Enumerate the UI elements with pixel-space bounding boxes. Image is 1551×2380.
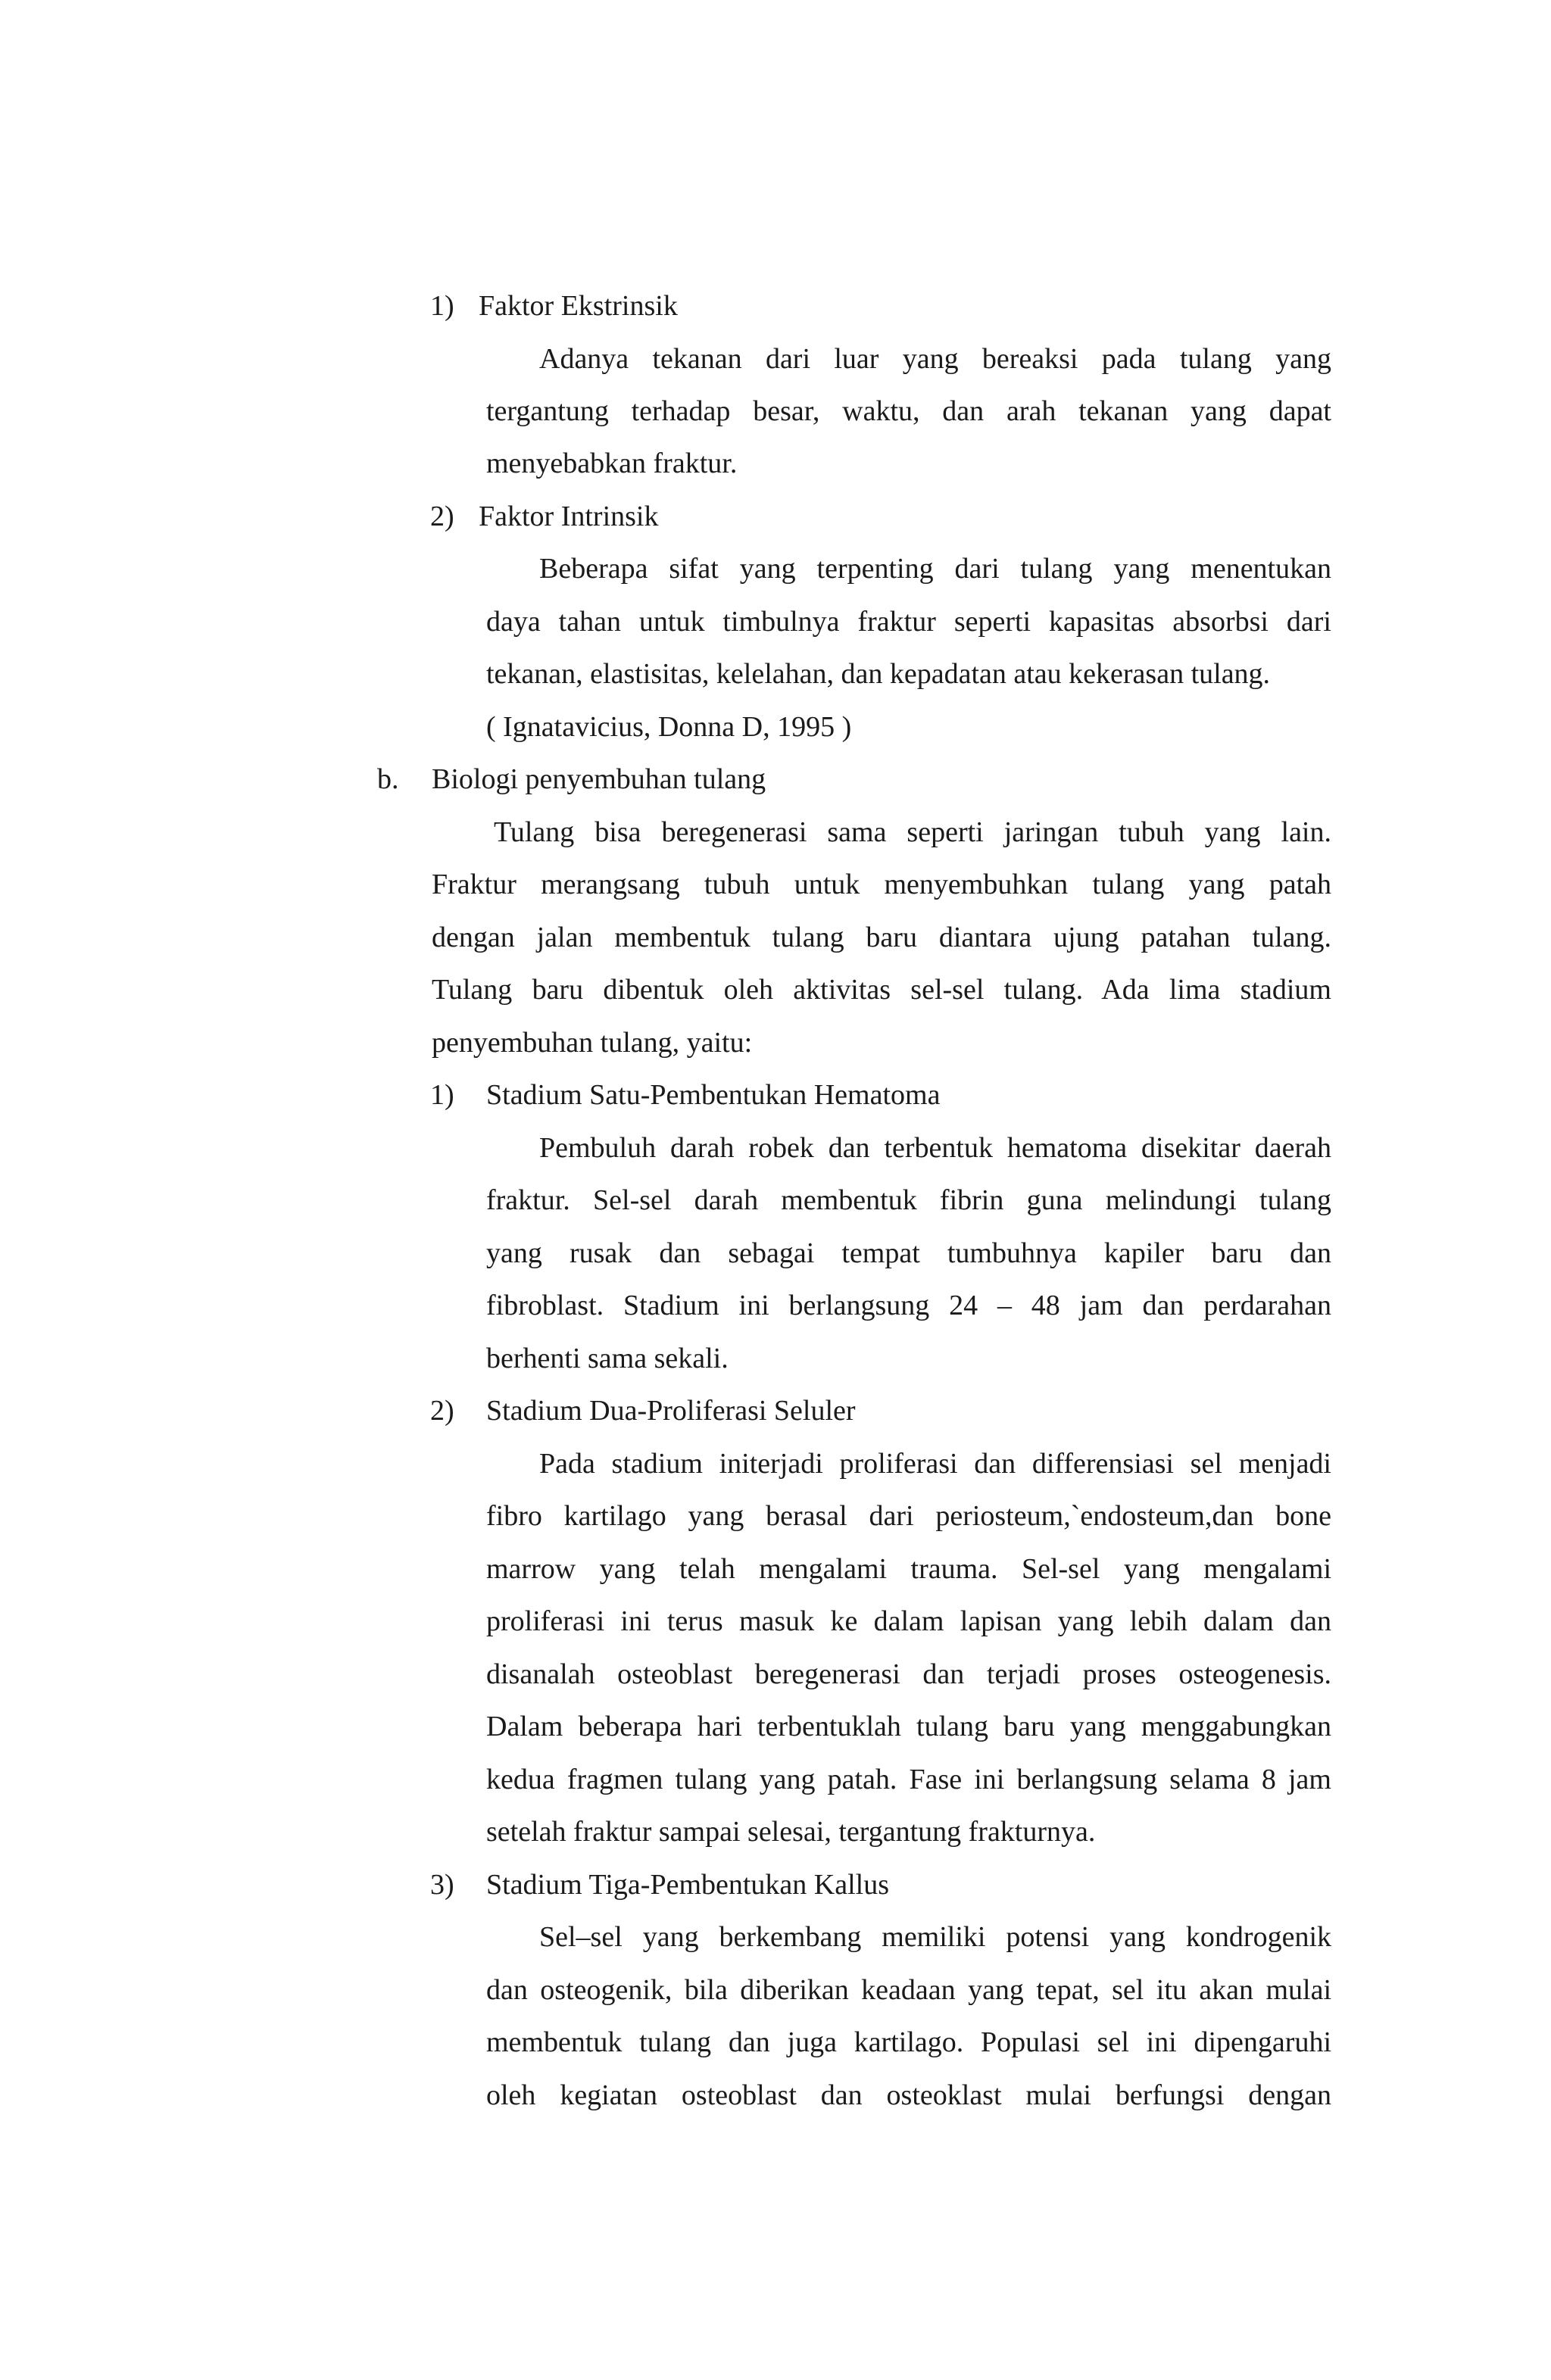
paragraph-line: penyembuhan tulang, yaitu:: [432, 1027, 753, 1059]
paragraph-line: fraktur. Sel-sel darah membentuk fibrin guna melindungi tulang: [486, 1184, 1331, 1216]
stadium-heading: Stadium Dua-Proliferasi Seluler: [486, 1395, 856, 1427]
paragraph-line: disanalah osteoblast beregenerasi dan terjadi proses osteogenesis.: [486, 1658, 1331, 1690]
paragraph-line: Fraktur merangsang tubuh untuk menyembuhkan tulang yang patah: [432, 869, 1331, 900]
paragraph-line: menyebabkan fraktur.: [486, 448, 738, 479]
section-heading: Biologi penyembuhan tulang: [432, 763, 766, 795]
paragraph-line: Pada stadium initerjadi proliferasi dan differensiasi sel menjadi: [539, 1448, 1331, 1480]
item-number: 2): [430, 501, 454, 532]
paragraph-line: yang rusak dan sebagai tempat tumbuhnya kapiler baru dan: [486, 1237, 1331, 1269]
paragraph-line: Dalam beberapa hari terbentuklah tulang baru yang menggabungkan: [486, 1711, 1331, 1742]
paragraph-line: fibro kartilago yang berasal dari periosteum,`endosteum,dan bone: [486, 1500, 1331, 1532]
paragraph-line: Sel–sel yang berkembang memiliki potensi yang kondrogenik: [539, 1921, 1331, 1953]
paragraph-line: proliferasi ini terus masuk ke dalam lapisan yang lebih dalam dan: [486, 1605, 1331, 1637]
citation: ( Ignatavicius, Donna D, 1995 ): [486, 711, 852, 743]
stadium-number: 3): [430, 1869, 454, 1901]
item-heading: Faktor Intrinsik: [479, 501, 659, 532]
paragraph-line: kedua fragmen tulang yang patah. Fase ini berlangsung selama 8 jam: [486, 1764, 1331, 1795]
stadium-heading: Stadium Satu-Pembentukan Hematoma: [486, 1079, 941, 1111]
paragraph-line: marrow yang telah mengalami trauma. Sel-sel yang mengalami: [486, 1553, 1331, 1585]
paragraph-line: daya tahan untuk timbulnya fraktur seperti kapasitas absorbsi dari: [486, 606, 1331, 638]
paragraph-line: dengan jalan membentuk tulang baru diantara ujung patahan tulang.: [432, 922, 1331, 953]
section-letter: b.: [377, 763, 399, 795]
paragraph-line: berhenti sama sekali.: [486, 1343, 729, 1374]
paragraph-line: Adanya tekanan dari luar yang bereaksi pada tulang yang: [539, 343, 1331, 375]
item-number: 1): [430, 290, 454, 322]
paragraph-line: tergantung terhadap besar, waktu, dan arah tekanan yang dapat: [486, 395, 1331, 427]
item-heading: Faktor Ekstrinsik: [479, 290, 678, 322]
paragraph-line: Tulang bisa beregenerasi sama seperti jaringan tubuh yang lain.: [494, 816, 1331, 848]
paragraph-line: oleh kegiatan osteoblast dan osteoklast mulai berfungsi dengan: [486, 2079, 1331, 2111]
paragraph-line: membentuk tulang dan juga kartilago. Populasi sel ini dipengaruhi: [486, 2026, 1331, 2058]
stadium-number: 1): [430, 1079, 454, 1111]
paragraph-line: Beberapa sifat yang terpenting dari tulang yang menentukan: [539, 553, 1331, 585]
stadium-heading: Stadium Tiga-Pembentukan Kallus: [486, 1869, 889, 1901]
paragraph-line: Tulang baru dibentuk oleh aktivitas sel-sel tulang. Ada lima stadium: [432, 974, 1331, 1006]
paragraph-line: Pembuluh darah robek dan terbentuk hematoma disekitar daerah: [539, 1132, 1331, 1164]
paragraph-line: tekanan, elastisitas, kelelahan, dan kepadatan atau kekerasan tulang.: [486, 658, 1271, 690]
paragraph-line: fibroblast. Stadium ini berlangsung 24 – 48 jam dan perdarahan: [486, 1290, 1331, 1321]
paragraph-line: setelah fraktur sampai selesai, tergantung frakturnya.: [486, 1816, 1096, 1848]
paragraph-line: dan osteogenik, bila diberikan keadaan yang tepat, sel itu akan mulai: [486, 1974, 1331, 2006]
stadium-number: 2): [430, 1395, 454, 1427]
